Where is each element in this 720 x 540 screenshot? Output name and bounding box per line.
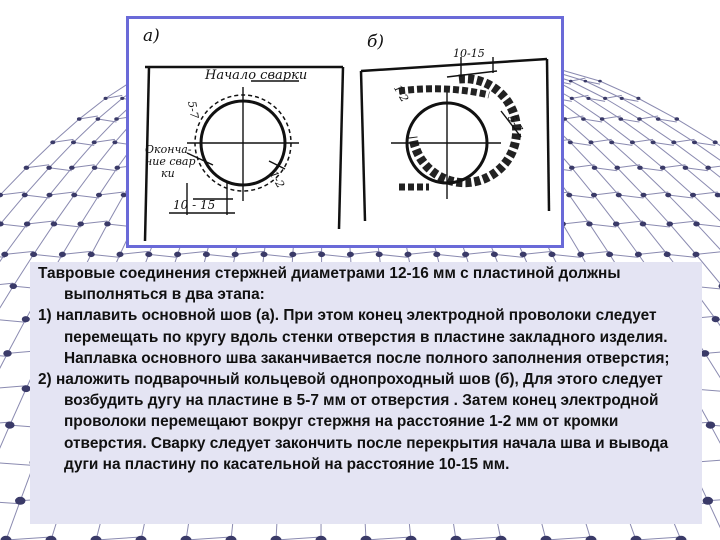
grid-node bbox=[77, 221, 84, 226]
grid-node bbox=[520, 252, 527, 257]
grid-line bbox=[670, 221, 697, 224]
end-label-3: ки bbox=[161, 167, 175, 180]
grid-line bbox=[0, 286, 13, 319]
grid-node bbox=[618, 117, 623, 121]
grid-line bbox=[74, 195, 99, 198]
grid-line bbox=[569, 195, 589, 224]
grid-node bbox=[50, 140, 55, 144]
grid-line bbox=[34, 224, 54, 254]
grid-node bbox=[671, 140, 676, 144]
step-1-paragraph: 1) наплавить основной шов (а). При этом конец электродной проволоки следует перемещать по кругу вдоль стенки отверстия в пластине закладного изделия. Наплавка основного шва заканчивается после полного заполнения отверстия; bbox=[38, 307, 670, 367]
grid-node bbox=[706, 421, 715, 428]
grid-line bbox=[674, 142, 708, 167]
grid-node bbox=[651, 140, 656, 144]
dim-10-15-a: 10 - 15 bbox=[173, 198, 216, 212]
grid-node bbox=[92, 140, 97, 144]
grid-line bbox=[581, 251, 610, 254]
grid-node bbox=[5, 421, 14, 428]
grid-line bbox=[612, 142, 640, 167]
dim-5-7-a: 5-7 bbox=[185, 100, 201, 120]
grid-line bbox=[95, 142, 115, 167]
grid-line bbox=[563, 221, 590, 224]
grid-node bbox=[451, 536, 462, 540]
grid-line bbox=[572, 98, 602, 119]
grid-node bbox=[660, 166, 666, 170]
grid-line bbox=[0, 192, 25, 195]
grid-node bbox=[664, 252, 671, 257]
description-text-box bbox=[30, 262, 702, 524]
grid-node bbox=[69, 166, 75, 170]
grid-line bbox=[643, 224, 667, 254]
grid-node bbox=[226, 536, 237, 540]
grid-line bbox=[6, 501, 20, 540]
grid-line bbox=[693, 192, 718, 195]
grid-node bbox=[3, 350, 11, 357]
grid-line bbox=[94, 119, 116, 142]
grid-line bbox=[81, 221, 108, 224]
diagram-b bbox=[361, 32, 549, 221]
grid-node bbox=[600, 117, 605, 121]
grid-node bbox=[145, 252, 152, 257]
grid-node bbox=[347, 252, 354, 257]
grid-node bbox=[586, 221, 593, 226]
grid-line bbox=[494, 254, 523, 257]
grid-node bbox=[705, 166, 711, 170]
grid-line bbox=[27, 195, 49, 224]
grid-line bbox=[640, 168, 668, 195]
grid-line bbox=[594, 192, 619, 195]
grid-line bbox=[53, 119, 79, 142]
grid-line bbox=[663, 168, 693, 195]
grid-node bbox=[46, 536, 57, 540]
grid-line bbox=[264, 254, 293, 257]
grid-line bbox=[50, 168, 72, 195]
grid-node bbox=[548, 252, 555, 257]
grid-node bbox=[1, 252, 8, 257]
grid-node bbox=[71, 193, 77, 198]
grid-line bbox=[74, 168, 94, 195]
grid-node bbox=[631, 536, 642, 540]
grid-line bbox=[643, 224, 670, 227]
dim-5-7-b: 5-7 bbox=[504, 112, 526, 135]
grid-node bbox=[271, 536, 282, 540]
grid-node bbox=[701, 350, 709, 357]
grid-line bbox=[572, 165, 595, 168]
grid-line bbox=[696, 251, 720, 254]
grid-node bbox=[491, 252, 498, 257]
grid-node bbox=[116, 252, 123, 257]
label-a: а) bbox=[143, 26, 160, 46]
grid-node bbox=[115, 166, 121, 170]
grid-line bbox=[632, 139, 653, 142]
diagram-a bbox=[143, 26, 343, 241]
grid-node bbox=[120, 97, 124, 100]
grid-line bbox=[705, 353, 720, 388]
label-b: б) bbox=[367, 32, 385, 52]
grid-node bbox=[30, 252, 37, 257]
grid-line bbox=[5, 224, 27, 254]
grid-line bbox=[695, 142, 720, 167]
grid-node bbox=[104, 221, 111, 226]
grid-line bbox=[570, 142, 594, 167]
grid-node bbox=[88, 252, 95, 257]
grid-node bbox=[693, 221, 700, 226]
dim-1-2-a: 1-2 bbox=[266, 168, 288, 191]
grid-node bbox=[584, 80, 588, 83]
grid-line bbox=[0, 425, 10, 462]
grid-node bbox=[591, 193, 597, 198]
grid-line bbox=[670, 224, 696, 254]
grid-node bbox=[51, 221, 58, 226]
grid-node bbox=[24, 221, 31, 226]
grid-node bbox=[666, 221, 673, 226]
grid-line bbox=[8, 319, 26, 353]
grid-node bbox=[433, 252, 440, 257]
grid-line bbox=[235, 251, 264, 254]
grid-line bbox=[99, 168, 117, 195]
grid-node bbox=[690, 193, 696, 198]
grid-line bbox=[716, 319, 720, 353]
grid-line bbox=[72, 142, 94, 167]
grid-node bbox=[609, 140, 614, 144]
grid-node bbox=[703, 497, 713, 505]
grid-node bbox=[683, 166, 689, 170]
grid-line bbox=[95, 168, 118, 171]
grid-line bbox=[107, 195, 123, 224]
grid-node bbox=[136, 536, 147, 540]
grid-node bbox=[22, 193, 28, 198]
grid-line bbox=[617, 168, 643, 195]
grid-line bbox=[322, 254, 351, 257]
grid-line bbox=[91, 224, 107, 254]
grid-node bbox=[71, 140, 76, 144]
grid-node bbox=[570, 97, 574, 100]
grid-line bbox=[595, 168, 618, 171]
grid-line bbox=[49, 142, 73, 167]
grid-line bbox=[617, 165, 640, 168]
grid-line bbox=[616, 221, 643, 224]
grid-line bbox=[563, 224, 581, 254]
grid-line bbox=[54, 224, 81, 227]
grid-node bbox=[91, 536, 102, 540]
grid-line bbox=[408, 251, 437, 254]
grid-node bbox=[636, 97, 640, 100]
grid-node bbox=[316, 536, 327, 540]
grid-line bbox=[668, 195, 693, 198]
grid-line bbox=[663, 165, 686, 168]
dim-10-15-b: 10-15 bbox=[453, 47, 485, 60]
grid-line bbox=[621, 119, 653, 142]
grid-node bbox=[630, 140, 635, 144]
grid-line bbox=[693, 195, 720, 224]
grid-line bbox=[622, 98, 658, 119]
grid-line bbox=[74, 119, 98, 142]
grid-line bbox=[26, 165, 49, 168]
grid-node bbox=[22, 316, 30, 322]
grid-node bbox=[232, 252, 239, 257]
grid-line bbox=[569, 195, 594, 198]
grid-node bbox=[496, 536, 507, 540]
grid-line bbox=[466, 251, 495, 254]
grid-line bbox=[591, 142, 617, 167]
grid-line bbox=[677, 119, 715, 142]
grid-node bbox=[1, 536, 12, 540]
grid-node bbox=[606, 252, 613, 257]
grid-line bbox=[50, 192, 75, 195]
grid-node bbox=[665, 193, 671, 198]
grid-line bbox=[667, 254, 696, 257]
grid-line bbox=[697, 224, 720, 254]
grid-node bbox=[46, 193, 52, 198]
grid-node bbox=[318, 252, 325, 257]
grid-line bbox=[602, 119, 632, 142]
weld-diagram bbox=[129, 19, 561, 245]
grid-node bbox=[713, 140, 718, 144]
grid-line bbox=[616, 224, 638, 254]
grid-line bbox=[589, 224, 609, 254]
grid-line bbox=[594, 195, 616, 224]
grid-line bbox=[697, 224, 720, 227]
grid-node bbox=[24, 166, 30, 170]
grid-node bbox=[112, 140, 117, 144]
grid-line bbox=[206, 254, 235, 257]
intro-paragraph: Тавровые соединения стержней диаметрами 12-16 мм с пластиной должны выполняться в два этапа: bbox=[38, 265, 621, 304]
grid-line bbox=[62, 224, 80, 254]
grid-node bbox=[640, 221, 647, 226]
grid-line bbox=[379, 254, 408, 257]
grid-node bbox=[462, 252, 469, 257]
grid-line bbox=[710, 425, 720, 462]
grid-line bbox=[572, 168, 594, 195]
grid-node bbox=[260, 252, 267, 257]
grid-node bbox=[46, 166, 52, 170]
grid-node bbox=[96, 117, 101, 121]
grid-node bbox=[404, 252, 411, 257]
dim-1-2-b: 1-2 bbox=[390, 82, 412, 105]
grid-node bbox=[692, 140, 697, 144]
grid-line bbox=[62, 251, 91, 254]
grid-node bbox=[10, 283, 18, 289]
grid-node bbox=[588, 140, 593, 144]
grid-line bbox=[26, 142, 52, 167]
grid-node bbox=[92, 166, 98, 170]
grid-node bbox=[656, 117, 661, 121]
grid-line bbox=[74, 142, 95, 145]
grid-node bbox=[692, 252, 699, 257]
grid-node bbox=[569, 166, 575, 170]
grid-line bbox=[591, 139, 612, 142]
grid-line bbox=[523, 251, 552, 254]
grid-node bbox=[181, 536, 192, 540]
grid-node bbox=[577, 252, 584, 257]
figure-frame bbox=[126, 16, 564, 248]
grid-node bbox=[675, 117, 680, 121]
grid-node bbox=[174, 252, 181, 257]
grid-node bbox=[566, 193, 572, 198]
grid-node bbox=[59, 252, 66, 257]
grid-line bbox=[644, 195, 670, 224]
grid-line bbox=[595, 168, 619, 195]
grid-line bbox=[99, 192, 124, 195]
grid-line bbox=[5, 251, 34, 254]
grid-line bbox=[668, 195, 696, 224]
grid-line bbox=[589, 224, 616, 227]
grid-node bbox=[541, 536, 552, 540]
grid-line bbox=[34, 254, 63, 257]
grid-node bbox=[676, 536, 687, 540]
grid-node bbox=[0, 193, 3, 198]
grid-node bbox=[15, 497, 25, 505]
grid-node bbox=[289, 252, 296, 257]
grid-line bbox=[81, 195, 99, 224]
grid-node bbox=[598, 80, 602, 83]
grid-node bbox=[616, 193, 622, 198]
grid-node bbox=[376, 252, 383, 257]
grid-line bbox=[54, 195, 74, 224]
grid-node bbox=[406, 536, 417, 540]
grid-node bbox=[712, 316, 720, 322]
grid-line bbox=[605, 98, 639, 119]
grid-line bbox=[552, 254, 581, 257]
grid-line bbox=[708, 168, 720, 195]
grid-node bbox=[640, 193, 646, 198]
grid-line bbox=[639, 119, 673, 142]
grid-line bbox=[0, 353, 8, 388]
grid-node bbox=[592, 166, 598, 170]
grid-line bbox=[149, 254, 178, 257]
grid-node bbox=[620, 97, 624, 100]
grid-node bbox=[637, 166, 643, 170]
grid-node bbox=[603, 97, 607, 100]
grid-node bbox=[581, 117, 586, 121]
grid-line bbox=[293, 251, 322, 254]
grid-line bbox=[619, 195, 644, 198]
grid-node bbox=[613, 221, 620, 226]
grid-node bbox=[0, 221, 4, 226]
grid-line bbox=[585, 81, 621, 98]
end-label-1: Оконча- bbox=[145, 143, 192, 156]
grid-line bbox=[644, 192, 669, 195]
grid-node bbox=[586, 536, 597, 540]
grid-line bbox=[25, 195, 50, 198]
grid-node bbox=[77, 117, 82, 121]
grid-node bbox=[203, 252, 210, 257]
grid-line bbox=[0, 168, 26, 195]
grid-line bbox=[91, 254, 120, 257]
grid-line bbox=[350, 251, 379, 254]
start-label: Начало сварки bbox=[205, 68, 308, 83]
grid-line bbox=[25, 168, 49, 195]
grid-line bbox=[178, 251, 207, 254]
grid-line bbox=[437, 254, 466, 257]
grid-line bbox=[610, 254, 639, 257]
grid-line bbox=[658, 119, 694, 142]
grid-line bbox=[640, 168, 663, 171]
grid-node bbox=[104, 97, 108, 100]
step-2-paragraph: 2) наложить подварочный кольцевой однопроходный шов (б), Для этого следует возбудить дугу на пластине в 5-7 мм от отверстия . Затем конец электродной проволоки перемещают вокруг стержня на расстояние 1-2 мм от кромки отверстия. Сварку следует закончить после перекрытия начала шва и вывода дуги на пластину по касательной на расстояние 10-15 мм. bbox=[38, 371, 669, 473]
grid-line bbox=[708, 501, 720, 540]
grid-line bbox=[0, 254, 5, 286]
grid-node bbox=[637, 117, 642, 121]
grid-line bbox=[120, 251, 149, 254]
grid-node bbox=[114, 117, 119, 121]
grid-node bbox=[568, 140, 573, 144]
grid-node bbox=[569, 80, 573, 83]
grid-node bbox=[635, 252, 642, 257]
grid-node bbox=[614, 166, 620, 170]
grid-node bbox=[361, 536, 372, 540]
grid-line bbox=[638, 251, 667, 254]
grid-line bbox=[619, 195, 643, 224]
grid-node bbox=[586, 97, 590, 100]
grid-line bbox=[27, 221, 54, 224]
end-label-2: ние свар bbox=[145, 155, 196, 168]
grid-line bbox=[72, 165, 95, 168]
grid-line bbox=[49, 168, 72, 171]
grid-line bbox=[0, 195, 24, 224]
grid-line bbox=[0, 224, 27, 227]
grid-line bbox=[715, 142, 720, 167]
grid-line bbox=[10, 389, 26, 425]
grid-node bbox=[96, 193, 102, 198]
